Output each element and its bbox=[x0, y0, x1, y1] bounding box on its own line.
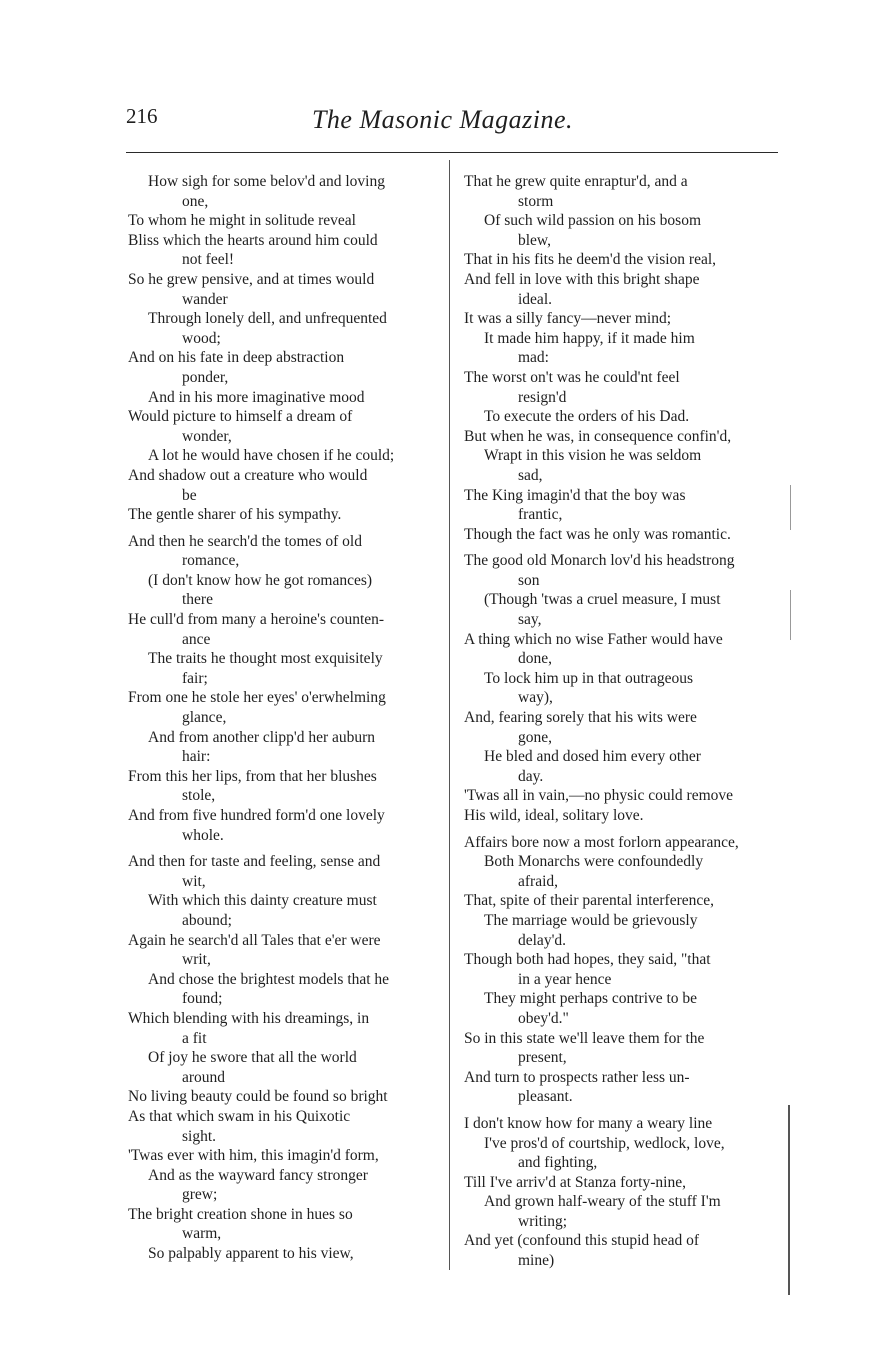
poem-line: I don't know how for many a weary line bbox=[464, 1114, 713, 1132]
poem-line: How sigh for some belov'd and loving bbox=[148, 173, 385, 190]
poem-line: Wrapt in this vision he was seldom bbox=[484, 447, 702, 465]
poem-line: The worst on't was he could'nt feel bbox=[464, 368, 680, 386]
poem-line: A thing which no wise Father would have bbox=[464, 630, 723, 648]
magazine-title: The Masonic Magazine. bbox=[311, 105, 574, 134]
margin-mark bbox=[790, 485, 791, 530]
poem-line: And then for taste and feeling, sense and bbox=[128, 853, 381, 871]
poem-line: He bled and dosed him every other bbox=[484, 748, 701, 766]
poem-line: Would picture to himself a dream of bbox=[128, 408, 353, 426]
poem-line: And in his more imaginative mood bbox=[148, 388, 365, 406]
poem-line: The good old Monarch lov'd his headstrong bbox=[464, 552, 735, 570]
poem-line: gone, bbox=[518, 728, 553, 746]
poem-line: To execute the orders of his Dad. bbox=[484, 408, 690, 426]
poem-line: say, bbox=[518, 611, 542, 629]
poem-line: That, spite of their parental interference, bbox=[464, 892, 715, 910]
poem-line: storm bbox=[518, 192, 554, 210]
poem-line: Of joy he swore that all the world bbox=[148, 1049, 357, 1067]
poem-line: resign'd bbox=[518, 388, 567, 406]
stanza-break bbox=[122, 845, 440, 852]
poem-line: And as the wayward fancy stronger bbox=[148, 1166, 368, 1184]
poem-line: So palpably apparent to his view, bbox=[148, 1245, 354, 1263]
poem-line: From this her lips, from that her blushes bbox=[128, 767, 377, 785]
poem-line: wander bbox=[182, 290, 228, 308]
poem-line: No living beauty could be found so bright bbox=[128, 1088, 388, 1106]
poem-line: But when he was, in consequence confin'd, bbox=[464, 427, 732, 445]
poem-line: That in his fits he deem'd the vision real, bbox=[464, 251, 717, 269]
poem-line: frantic, bbox=[518, 506, 563, 524]
poem-line: be bbox=[182, 486, 197, 504]
poem-line: around bbox=[182, 1068, 226, 1086]
margin-mark bbox=[790, 590, 791, 640]
poem-line: not feel! bbox=[182, 251, 235, 269]
poem-line: Affairs bore now a most forlorn appearance, bbox=[464, 833, 739, 851]
poem-line: From one he stole her eyes' o'erwhelming bbox=[128, 689, 386, 707]
poem-line: Again he search'd all Tales that e'er were bbox=[128, 931, 381, 949]
poem-line: abound; bbox=[182, 911, 232, 929]
poem-line: 'Twas all in vain,—no physic could remove bbox=[464, 787, 734, 805]
header-rule bbox=[126, 152, 778, 153]
poem-line: mad: bbox=[518, 349, 549, 367]
right-column bbox=[458, 172, 780, 1271]
poem-line: fair; bbox=[182, 669, 208, 687]
poem-line: A lot he would have chosen if he could; bbox=[148, 447, 395, 465]
poem-line: romance, bbox=[182, 552, 240, 570]
poem-line: there bbox=[182, 591, 213, 609]
poem-line: So he grew pensive, and at times would bbox=[128, 270, 375, 288]
poem-line: whole. bbox=[182, 826, 224, 844]
poem-line: The King imagin'd that the boy was bbox=[464, 486, 686, 504]
poem-line: sad, bbox=[518, 466, 543, 484]
poem-line: The gentle sharer of his sympathy. bbox=[128, 506, 342, 524]
stanza-break bbox=[458, 544, 780, 551]
poem-line: It made him happy, if it made him bbox=[484, 329, 695, 347]
stanza-break bbox=[122, 525, 440, 532]
poem-line: It was a silly fancy—never mind; bbox=[464, 310, 672, 328]
poem-line: day. bbox=[518, 767, 544, 785]
poem-line: sight. bbox=[182, 1127, 217, 1145]
poem-line: delay'd. bbox=[518, 931, 566, 949]
poem-line: The marriage would be grievously bbox=[484, 911, 698, 929]
poem-line: writ, bbox=[182, 951, 211, 969]
poem-line: Though the fact was he only was romantic. bbox=[464, 525, 731, 543]
poem-line: And turn to prospects rather less un- bbox=[464, 1068, 690, 1086]
poem-line: And chose the brightest models that he bbox=[148, 970, 390, 988]
poem-line: way), bbox=[518, 689, 553, 707]
stanza-break bbox=[458, 826, 780, 833]
poem-line: obey'd." bbox=[518, 1009, 569, 1027]
poem-line: His wild, ideal, solitary love. bbox=[464, 807, 644, 824]
poem-line: wit, bbox=[182, 872, 206, 890]
poem-line: And shadow out a creature who would bbox=[128, 466, 368, 484]
poem-line: glance, bbox=[182, 709, 227, 727]
poem-line: in a year hence bbox=[518, 970, 612, 988]
poem-line: He cull'd from many a heroine's counten- bbox=[128, 611, 385, 629]
poem-line: So in this state we'll leave them for the bbox=[464, 1029, 705, 1047]
poem-line: and fighting, bbox=[518, 1154, 598, 1172]
poem-line: writing; bbox=[518, 1212, 568, 1230]
poem-line: (Though 'twas a cruel measure, I must bbox=[484, 591, 721, 609]
poem-line: warm, bbox=[182, 1225, 222, 1243]
poem-line: And on his fate in deep abstraction bbox=[128, 349, 345, 367]
poem-line: hair: bbox=[182, 748, 211, 766]
poem-line: wood; bbox=[182, 329, 221, 347]
poem-line: ance bbox=[182, 630, 211, 648]
poem-line: As that which swam in his Quixotic bbox=[128, 1107, 351, 1125]
left-column bbox=[122, 172, 440, 1264]
poem-line: The traits he thought most exquisitely bbox=[148, 650, 383, 668]
poem-line: pleasant. bbox=[518, 1088, 573, 1106]
poem-line: Which blending with his dreamings, in bbox=[128, 1009, 370, 1027]
poem-line: ponder, bbox=[182, 368, 229, 386]
poem-line: found; bbox=[182, 990, 223, 1008]
poem-line: afraid, bbox=[518, 872, 559, 890]
poem-line: And then he search'd the tomes of old bbox=[128, 532, 362, 550]
poem-line: son bbox=[518, 571, 540, 589]
poem-line: To whom he might in solitude reveal bbox=[128, 212, 356, 230]
page-number: 216 bbox=[126, 104, 158, 128]
poem-line: 'Twas ever with him, this imagin'd form, bbox=[128, 1147, 379, 1165]
poem-line: done, bbox=[518, 650, 553, 668]
poem-line: grew; bbox=[182, 1186, 218, 1204]
poem-line: And from another clipp'd her auburn bbox=[148, 728, 376, 746]
column-divider bbox=[449, 160, 450, 1270]
poem-line: Though both had hopes, they said, "that bbox=[464, 951, 711, 969]
poem-line: They might perhaps contrive to be bbox=[484, 990, 698, 1008]
poem-line: stole, bbox=[182, 787, 216, 805]
poem-line: ideal. bbox=[518, 290, 552, 308]
poem-line: one, bbox=[182, 192, 209, 210]
poem-line: wonder, bbox=[182, 427, 232, 445]
poem-line: I've pros'd of courtship, wedlock, love, bbox=[484, 1134, 725, 1152]
poem-line: And from five hundred form'd one lovely bbox=[128, 807, 385, 824]
poem-line: And fell in love with this bright shape bbox=[464, 270, 700, 288]
poem-line: That he grew quite enraptur'd, and a bbox=[464, 173, 688, 190]
right-edge-rule bbox=[788, 1105, 790, 1295]
poem-line: Till I've arriv'd at Stanza forty-nine, bbox=[464, 1173, 686, 1191]
poem-line: With which this dainty creature must bbox=[148, 892, 377, 910]
stanza-break bbox=[458, 1107, 780, 1114]
poem-line: present, bbox=[518, 1049, 567, 1067]
poem-line: Through lonely dell, and unfrequented bbox=[148, 310, 387, 328]
poem-line: To lock him up in that outrageous bbox=[484, 669, 693, 687]
poem-line: a fit bbox=[182, 1029, 207, 1047]
poem-line: Both Monarchs were confoundedly bbox=[484, 853, 704, 871]
poem-line: (I don't know how he got romances) bbox=[148, 571, 373, 589]
poem-line: And, fearing sorely that his wits were bbox=[464, 709, 697, 727]
poem-line: Of such wild passion on his bosom bbox=[484, 212, 701, 230]
poem-line: blew, bbox=[518, 231, 551, 249]
poem-line: And yet (confound this stupid head of bbox=[464, 1232, 700, 1250]
poem-line: mine) bbox=[518, 1252, 555, 1270]
poem-line: The bright creation shone in hues so bbox=[128, 1205, 353, 1223]
poem-line: And grown half-weary of the stuff I'm bbox=[484, 1193, 721, 1211]
poem-line: Bliss which the hearts around him could bbox=[128, 231, 378, 249]
